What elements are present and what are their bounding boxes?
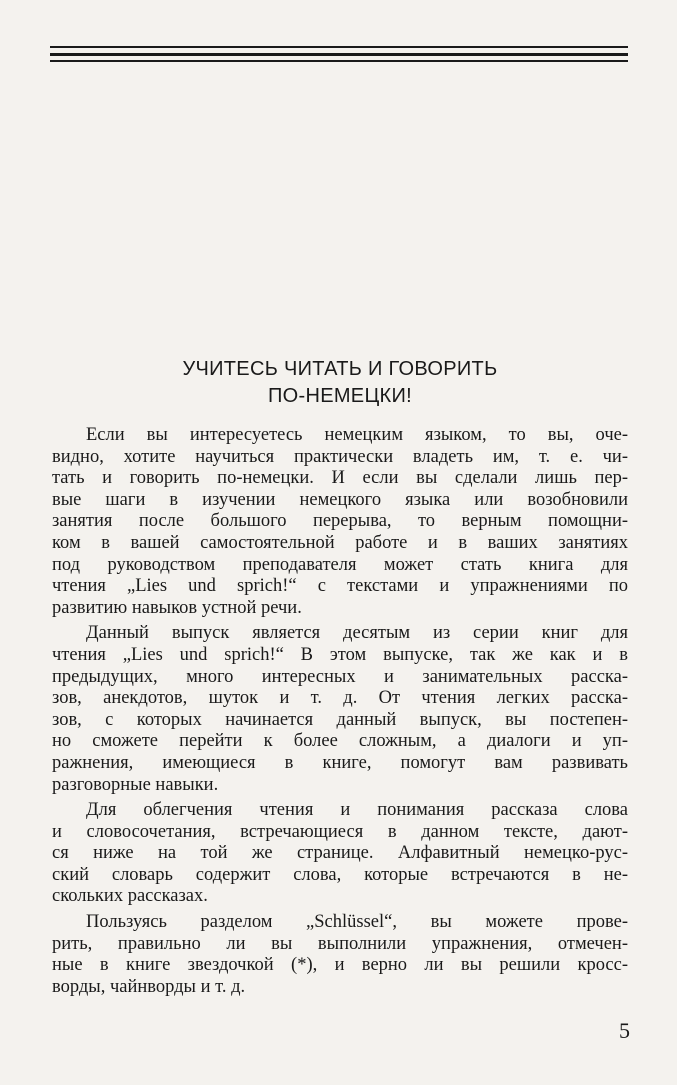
title-line-2: ПО-НЕМЕЦКИ! [267,385,413,407]
text-line: зов, с которых начинается данный выпуск, вы постепен- [52,709,628,730]
header-rule-line [50,53,628,56]
text-line: ский словарь содержит слова, которые встречаются в не- [52,864,628,885]
text-line: ворды, чайнворды и т. д. [52,976,246,997]
text-line: Для облегчения чтения и понимания рассказа слова [86,800,628,821]
text-line: ком в вашей самостоятельной работе и в ваших занятиях [52,532,628,553]
paragraph [52,425,628,619]
text-line: чтения „Lies und sprich!“ В этом выпуске, так же как и в [52,644,628,665]
text-line: разговорные навыки. [52,774,219,795]
text-line: под руководством преподавателя может стать книга для [52,554,628,575]
text-line: ся ниже на той же странице. Алфавитный немецко-рус- [52,843,628,864]
text-line: вые шаги в изучении немецкого языка или возобновили [52,489,628,510]
paragraph [52,800,628,908]
paragraph [52,623,628,796]
text-line: ные в книге звездочкой (*), и верно ли вы решили кросс- [52,955,628,976]
text-line: занятия после большого перерыва, то верным помощни- [52,511,628,532]
text-line: но сможете перейти к более сложным, а диалоги и уп- [52,731,628,752]
text-line: чтения „Lies und sprich!“ с текстами и упражнениями по [52,576,628,597]
text-line: Данный выпуск является десятым из серии книг для [86,623,628,644]
text-line: и словосочетания, встречающиеся в данном тексте, дают- [52,821,628,842]
text-line: рить, правильно ли вы выполнили упражнения, отмечен- [52,933,628,954]
page-number: 5 [619,1018,630,1043]
text-line: предыдущих, много интересных и занимательных расска- [52,666,628,687]
header-rule-line [50,60,628,62]
text-line: Пользуясь разделом „Schlüssel“, вы можете прове- [86,912,628,933]
text-line: видно, хотите научиться практически владеть им, т. е. чи- [52,446,628,467]
text-line: Если вы интересуетесь немецким языком, то вы, оче- [86,425,628,445]
page-title [100,356,580,410]
header-rule-line [50,46,628,48]
text-line: развитию навыков устной речи. [52,597,302,618]
body-text [52,425,628,998]
title-line-1: УЧИТЕСЬ ЧИТАТЬ И ГОВОРИТЬ [182,358,498,380]
text-line: ражнения, имеющиеся в книге, помогут вам развивать [52,752,628,773]
paragraph [52,912,628,998]
text-line: скольких рассказах. [52,886,208,907]
text-line: тать и говорить по-немецки. И если вы сделали лишь пер- [52,468,628,489]
header-rule [50,46,628,68]
text-line: зов, анекдотов, шуток и т. д. От чтения легких расска- [52,688,628,709]
